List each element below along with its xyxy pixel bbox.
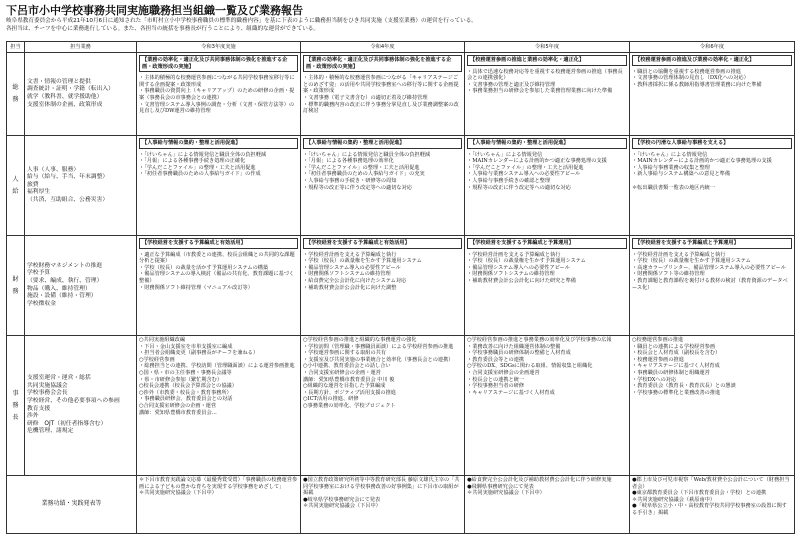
category-char: 人	[12, 175, 19, 183]
list-item: ・事務職員の資質向上（キャリアアップ）のための研修の企画・提案（事務長会の市事務会との連携）	[139, 88, 295, 101]
duties-cell	[25, 136, 137, 236]
intro-line-2: 各担当は、チーフを中心に業務進行している。また、各担当の統括を事務長が行うことにより、組織的な運営ができている。	[6, 26, 319, 32]
list-item: ＊共同実施研究協議会（下呂中）	[139, 490, 217, 497]
list-item: ・給食費完全公会計化に向けたシステム対応	[303, 277, 407, 284]
year-cell	[465, 236, 630, 336]
table-row	[7, 136, 795, 236]
intro-text	[6, 17, 796, 33]
list-item: ・教育委員会（教育長・教育次長）との懇談	[632, 383, 736, 390]
duties-cell	[25, 53, 137, 136]
list-item: ・「けいちゃん」による情報発信	[467, 151, 543, 158]
duty-item: 文書・情報の管理と提供	[27, 78, 91, 85]
list-item: ●飛騨県事務研究会にて発表	[467, 483, 534, 490]
list-item: ・「学んだことファイル」の整理・工夫と活用促進	[467, 164, 584, 171]
list-item: ・主体的積極的な校務運営参画につながる共同学校事務室移行等に関する企画提案・政策形成	[139, 75, 295, 88]
list-item: ・学校（校長）の裁量権を生かす予算運用システム	[303, 258, 422, 265]
list-item: ・キャリアステージに基づく人材育成	[467, 389, 555, 396]
duty-item: 施設・設備（維持・管理）	[27, 293, 97, 300]
list-item: ・新人事給与システム構築への意見と準備	[632, 171, 731, 178]
list-item: ○渉外（市教委・校長会・教育事務所）	[139, 389, 232, 396]
list-item: ・「けいちゃん」による情報発信	[632, 151, 708, 158]
list-item: ＊共同実施研究協議会（下呂中）	[467, 490, 545, 497]
list-item: ・人事給与事務の手続き・研修等の周知	[303, 177, 397, 184]
year-cell	[137, 476, 301, 534]
list-item: ・規程等の改正等に伴う改定等への適切な対応	[303, 184, 412, 191]
duty-item: （要求、編成、執行、管理）	[27, 277, 103, 284]
table-row	[7, 53, 795, 136]
list-item: ○学校経営参画の推進と組織的な事務運営の強化	[303, 337, 417, 343]
year-cell	[630, 336, 795, 476]
list-item: ・支援室及び共同実施の事業統合と効率化（事務長会との連携）	[303, 356, 454, 363]
list-item: 講師：愛知県豊橋市教育委員会…	[139, 409, 217, 416]
list-item: ・キャリアステージに基づく人材育成	[632, 363, 720, 370]
list-item: ・事務職員の研修体制と組織運営	[632, 369, 710, 376]
list-item: ・財務関係ソフトシステムの維持管理	[303, 271, 391, 278]
year-cell	[630, 236, 795, 336]
list-item: ○校務運営参画の推進	[632, 337, 684, 343]
list-item: ○校長会連携（校長会予算部会との協議）	[139, 383, 237, 390]
year-cell	[137, 53, 301, 136]
goal-box: 【校務運営参画の推進及び業務の効率化・適正化】	[632, 55, 792, 66]
list-item: ・学校（校長）の裁量権を生かす予算運用システム	[632, 258, 751, 265]
list-item: ・補助教材費会計公会計化に向けた調整	[303, 284, 397, 291]
year-cell	[301, 476, 465, 534]
list-item: ＊下呂市教育実践論文応募（最優秀賞受賞）「事務職員の校務運営参画による子どもの豊かな育ちを実現する学校事務をめざして」	[139, 477, 298, 490]
list-item: ・文書管理システム導入事例の調査・分析（文書・保管方法等）の見直し及びDW運営の維持管理	[139, 101, 295, 115]
header-row	[7, 42, 795, 53]
list-item: ・下呂・金山支援室を市単支援室に編成	[139, 343, 233, 350]
list-item: ・財務関係ソフト維持管理（マニュアル改訂等）	[139, 284, 253, 291]
year-cell	[630, 136, 795, 236]
table-row	[7, 476, 795, 534]
list-item: ・校務運営参画の推進	[632, 356, 684, 363]
duty-item: 支援室体制の企画、政策形成	[27, 101, 103, 108]
list-item: ・具体で迅速な校務対応等を重視する校務運営参画の推進（事務長会との連携強化）	[467, 68, 623, 82]
list-item: ・事務業務担当の研修会を参加した業務管理業務に向けた準備	[467, 88, 613, 95]
category-char: 務	[12, 287, 19, 295]
year-cell	[630, 53, 795, 136]
goal-box: 【学校経営を支援する予算編成と予算運用】	[632, 238, 792, 249]
category-cell	[7, 236, 25, 336]
list-item: ・学校経営計画を支える予算編成と執行	[467, 251, 561, 258]
list-item: ・学校事務の標準化と業務改善の推進	[632, 389, 721, 396]
list-item: ○小中連携、教育委員会との話し合い	[303, 363, 391, 370]
duty-item: 人事（人事、服務）	[27, 166, 80, 173]
duty-item: 危機管理、諸規定	[27, 428, 74, 435]
list-item: ●郡上市及び可児市視察「Web/教材費全公会計について（財務担当者会）	[632, 477, 790, 490]
year-cell	[137, 336, 301, 476]
duties-cell	[25, 236, 137, 336]
category-cell	[7, 53, 25, 136]
list-item: ○学校経営参画の推進と事務業務の効率化及び学校事務の広報	[467, 337, 612, 343]
list-item: ●「岐阜県公立小・中・高校教育学校共同学校事務室の設置に関する手引き」掲載	[632, 503, 787, 516]
header-cell: 令和6年度	[630, 42, 795, 53]
header-cell: 担当	[7, 42, 25, 53]
list-item: ・学校（校長）の裁量権を生かす予算運用システム	[467, 258, 586, 265]
list-item: ・MAINカレンダーによる計画的かつ適正な事務処理の支援	[467, 158, 607, 165]
intro-line-1: 岐阜県教育委員会から平成21年10月6日に通知された「市町村立小中学校事務職員の標準的職務内容」を基に下表のように職務担当制をひき共同実施（支援室業務）の運営を行っている。	[6, 18, 477, 24]
list-item: ・備品管理システムの導入検討（備品の共有化、教育課題に基づく整備）	[139, 271, 295, 284]
duty-item: 福利厚生	[27, 189, 51, 196]
duty-item: 学校経営、その他必要事項への参画	[27, 397, 120, 404]
list-item: ・業務改善に向けた組織運営体制の整備	[467, 343, 561, 350]
goal-box: 【学校経営を支援する予算編成と有効活用】	[303, 238, 462, 249]
category-cell	[7, 336, 25, 476]
list-item: ・人事給与事務業務の収集と整理	[632, 164, 710, 171]
list-item: ・学校経営計画を支える予算編成と執行	[632, 251, 726, 258]
list-item: ・学校訪問（管理職・事務職員面談）による学校経営参画の推進	[303, 343, 454, 350]
list-item: ・事務職員研修会、教育委員会との対話	[139, 396, 233, 403]
year-cell	[301, 336, 465, 476]
list-item: ・「学んだことファイル」の整理・工夫と活用促進	[303, 164, 420, 171]
list-item: ・「学んだことファイル」の整理・工夫と活用促進	[139, 164, 256, 171]
list-item: ●国立教育政策研究所初等中等教育研究部長 藤原文雄氏主宰の「共同学校事務室における学校事務改善の好事例集」に下呂市の取組が掲載	[303, 477, 460, 497]
goal-box: 【人事給与情報の集約・整理と活用促進】	[303, 138, 462, 149]
duty-item: 渉外	[27, 413, 39, 420]
category-char: 務	[12, 96, 19, 103]
goal-box: 【学校経営を支援する予算編成と予算運用】	[467, 238, 627, 249]
duty-item: 学校徴収金	[27, 300, 56, 307]
goal-box: 【学校の円滑な人事給与事務を支える】	[632, 138, 792, 149]
duty-item: 学校予算	[27, 270, 51, 277]
duty-item: 研修 OJT（初任者指導含む）	[27, 420, 107, 427]
category-char: 事	[12, 389, 19, 397]
list-item: ・担当者会組織変更（副事務長がチーフを兼ねる）	[139, 350, 259, 357]
list-item: ○組織的な運営を目指した予算編成	[303, 383, 386, 390]
header-cell: 令和4年度	[301, 42, 465, 53]
goal-box: 【学校経営を支援する予算編成と有効活用】	[139, 238, 298, 249]
duty-item: （共済、互助組合、公務災害）	[27, 196, 109, 203]
list-item: ・備品管理システム導入の必要性アピール	[303, 264, 401, 271]
category-cell	[7, 136, 25, 236]
duty-table	[6, 41, 795, 534]
list-item: ・人事給与事務手続きの確認と整理	[467, 177, 551, 184]
list-item: ・「初任者事務職員のための人事給与ガイド」の作成	[139, 171, 261, 178]
list-item: ・適正な予算編成（市教委との連携、校長会組織との共同的な課題分析と提案）	[139, 251, 295, 265]
header-cell: 令和3年度実施	[137, 42, 301, 53]
list-item: ・「けいちゃん」による情報発信と職員全体の負担軽減	[139, 151, 267, 158]
list-item: ○共同実施組織改編	[139, 337, 186, 343]
list-item: ・教育課題と教育課程を裏付ける教材の検討（教育資源のデータベース化）	[632, 277, 788, 291]
list-item: ・標準的職務内容の改正に伴う事務分掌見直し及び業務調整案の改訂検討	[303, 101, 459, 115]
list-item: ・合同支援室研修会の企画・運営	[303, 369, 381, 376]
list-item: ・「月報」による各種事務処理の効率化	[303, 158, 394, 165]
list-item: 講師：愛知県豊橋市教育委員会 中川 俊	[303, 376, 395, 383]
list-item: ・備品管理システム導入への必要性アピール	[467, 264, 570, 271]
goal-box: 【校務運営参画の推進と業務の効率化・適正化】	[467, 55, 627, 66]
list-item: ●給食費完全公会計化及び補助教材費公会計化に伴う研修実施	[467, 477, 612, 483]
list-item: ・補助教材費会計公会計化に向けた研究と準備	[467, 277, 576, 284]
category-char: 務	[12, 401, 19, 409]
year-cell	[465, 336, 630, 476]
goal-box: 【人事給与情報の集約・整理と活用促進】	[467, 138, 627, 149]
list-item: ・学校経営計画を支える予算編成と執行	[303, 251, 397, 258]
list-item: ○合同支援室研修会の企画・運営	[139, 402, 217, 409]
list-item: ・高速カラープリンター、備品管理システム導入の必要性アピール	[632, 264, 786, 271]
duty-item: 学校事務会会長	[27, 390, 68, 397]
list-item: ＊共同実施研究協議会（萩原南中）	[632, 496, 716, 503]
year-cell	[137, 236, 301, 336]
list-item: ・校長会と人材育成（副校長を含む）	[632, 350, 721, 357]
list-item: ・MAINカレンダーによる計画的かつ適正な事務処理の支援	[632, 158, 772, 165]
list-item: ・文書事務（電子文書含む）の適切正着及び維持管理	[303, 94, 428, 101]
list-item: ○学校経営参画	[139, 356, 175, 363]
list-item: ・主体的・積極的な校務運営参画につながる「キャリアステージごとのめざす姿」の活用や共同学校事務室への移行等に関する企画提案・政策形成	[303, 75, 459, 95]
achievements-label: 業務功績・実践発表等	[7, 476, 137, 534]
duty-item: 調査統計・証明・学籍（転出入）	[27, 86, 114, 93]
list-item: ・規程等の改正に伴う改定等への適切な対応	[467, 184, 571, 191]
list-item: ・「初任者事務職員のための人事給与ガイド」の充実	[303, 171, 425, 178]
duty-item: 支援室運営・運営・総括	[27, 375, 91, 382]
list-item: ・学校DXへの対応	[632, 376, 677, 383]
duties-cell	[25, 336, 137, 476]
goal-box: 【人事給与情報の集約・整理と活用促進】	[139, 138, 298, 149]
list-item: ・合同支援室研修会の企画運営	[467, 369, 540, 376]
category-char: 財	[12, 275, 19, 283]
list-item: ○事務業務の効率化、学校プロジェクト	[303, 402, 396, 409]
list-item: ・県・市研修会参加（繁忙期含む）	[139, 376, 223, 383]
list-item	[632, 178, 792, 185]
list-item: ・校長会との連携と統一	[467, 376, 525, 383]
page-title: 下呂市小中学校事務共同実施職務担当組織一覧及び業務報告	[6, 4, 303, 17]
duty-item: 共同実施協議会	[27, 382, 68, 389]
goal-box: 【業務の効率化・適正化及び共同事務体制の強化を推進する企画・政策形成の実施】	[139, 55, 298, 72]
table-row	[7, 336, 795, 476]
list-item: ・総務担当との連携、学校訪問（管理職面談）による運営参画推進	[139, 363, 295, 370]
duty-item: 教育支援	[27, 405, 51, 412]
goal-box: 【業務の効率化・適正化及び共同事務体制の強化を推進する企画・政策形成の実施】	[303, 55, 462, 72]
year-cell	[465, 476, 630, 534]
duty-item: 給与（給与、手当、年末調整）	[27, 174, 109, 181]
category-char: 給	[12, 187, 19, 195]
list-item: ○ICT活用の推進、研修	[303, 396, 359, 403]
year-cell	[137, 136, 301, 236]
list-item: ・教育委員会等との連携	[467, 356, 525, 363]
year-cell	[301, 236, 465, 336]
list-item: ○国・県・市の主任事務・事務長会議等	[139, 369, 232, 376]
table-row	[7, 236, 795, 336]
list-item: ・「月報」による各種事務手続き処理の正確化	[139, 158, 246, 165]
list-item: ・職員との協働を重視する校務運営参画の推進	[632, 68, 741, 75]
duty-item: 物品（購入、維持管理）	[27, 285, 91, 292]
list-item: ●東京都教育委員会（下呂市教育委員会・学校）との連携	[632, 490, 767, 497]
list-item: ・学校（校長）の裁量を活かす予算運用システムの構築	[139, 264, 269, 271]
list-item: ・財務関係ソフトシステムの維持管理	[467, 271, 555, 278]
year-cell	[465, 136, 630, 236]
list-item: ・学校運営参画に関する取組の共有	[303, 350, 387, 357]
duty-item: 学校財務マネジメントの推進	[27, 262, 103, 269]
list-item: ・教科書採択に係る教師用指導書管理業務に向けた準備	[632, 81, 762, 88]
list-item: ＊共同実施研究協議会（下呂中）	[303, 503, 381, 510]
duty-item: 就学（教科書、就学援助他）	[27, 94, 103, 100]
year-cell	[465, 53, 630, 136]
year-cell	[301, 53, 465, 136]
list-item: ・「けいちゃん」による情報発信と職員全体の負担軽減	[303, 151, 431, 158]
list-item: ・学校事務担当者の研修	[467, 383, 525, 390]
duty-item: 旅費	[27, 181, 39, 188]
list-item: ・長期方針、ポジティブ活用支援の推進	[303, 389, 396, 396]
list-item: ○学校のDX、SDGsに関わる取組、情報収集と組織化	[467, 363, 593, 370]
list-item: ・職員との連携による学校経営参画	[632, 343, 716, 350]
header-cell: 担当業務	[25, 42, 137, 53]
category-char: 総	[12, 84, 19, 91]
list-item: ・文書事務の管理体制の見直し（DX化への対応）	[632, 75, 749, 82]
list-item: ・財務関係ソフト等の維持管理	[632, 271, 705, 278]
year-cell	[301, 136, 465, 236]
year-cell	[630, 476, 795, 534]
list-item: ・人事給与業務システム導入への必要性アピール	[467, 171, 581, 178]
list-item: ＊転出職員書類一覧表の地区内統一	[632, 184, 716, 191]
list-item: ●岐阜県学校事務研究会にて発表	[303, 496, 381, 503]
list-item: ・文書事務の管理と適正及び維持管理	[467, 81, 556, 88]
category-char: 長	[12, 413, 19, 421]
list-item: ・学校事務職員の研修体制の整備と人材育成	[467, 350, 571, 357]
header-cell: 令和5年度	[465, 42, 630, 53]
